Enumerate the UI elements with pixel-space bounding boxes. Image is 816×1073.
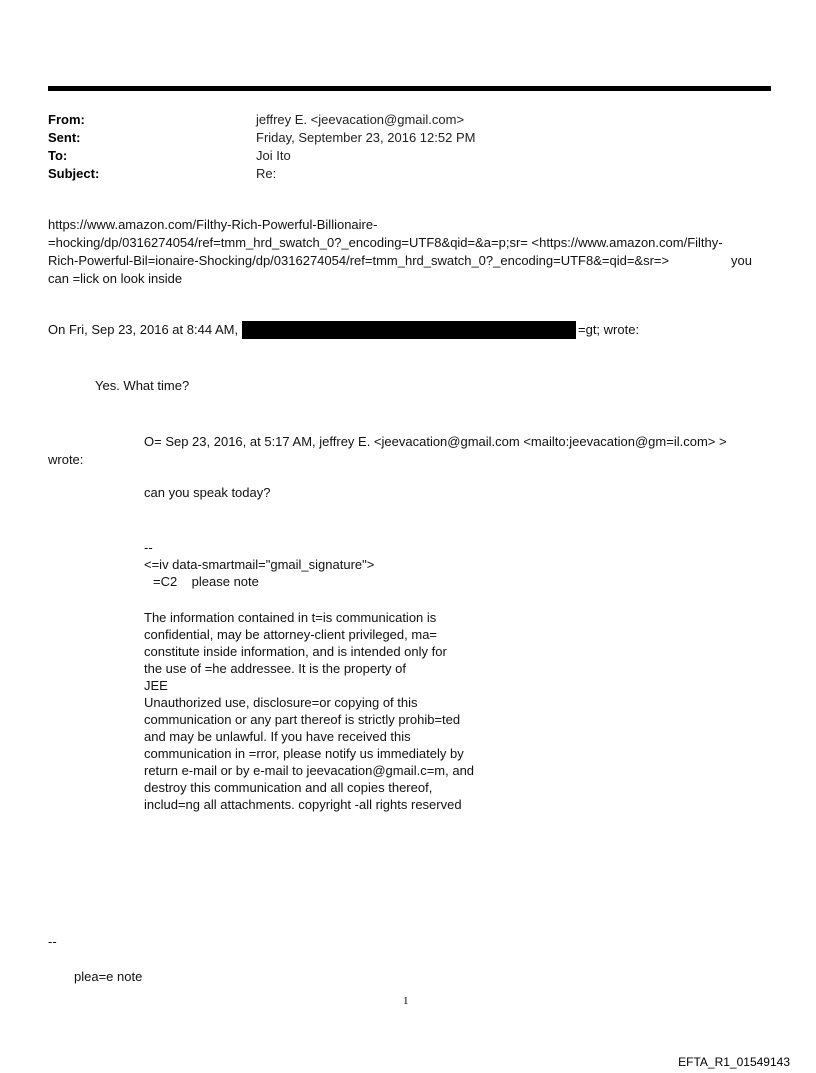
disclaimer-line: confidential, may be attorney-client privileged, ma= <box>144 627 438 642</box>
signature-dashes: -- <box>144 540 153 555</box>
on-date-suffix: =gt; wrote: <box>578 322 640 337</box>
to-label: To: <box>48 148 68 163</box>
header-rule <box>48 86 771 91</box>
disclaimer-line: return e-mail or by e-mail to jeevacation@gmail.c=m, and <box>144 763 475 778</box>
disclaimer-block <box>144 609 474 813</box>
sent-row <box>48 129 748 147</box>
disclaimer-line: JEE <box>144 678 168 693</box>
bates-number: EFTA_R1_01549143 <box>678 1055 790 1069</box>
to-value: Joi Ito <box>256 148 291 163</box>
subject-row <box>48 165 748 183</box>
sent-label: Sent: <box>48 130 81 145</box>
reply-text: Yes. What time? <box>95 378 190 393</box>
subject-value: Re: <box>256 166 277 181</box>
quote-text: can you speak today? <box>144 485 271 500</box>
signature-div-text: <=iv data-smartmail="gmail_signature"> <box>144 557 375 572</box>
link-line-3: Rich-Powerful-Bil=ionaire-Shocking/dp/0316274054/ref=tmm_hrd_swatch_0?_encoding=UTF8&=qid=&sr=> <box>48 253 670 268</box>
disclaimer-line: Unauthorized use, disclosure=or copying of this <box>144 695 418 710</box>
link-line-1: https://www.amazon.com/Filthy-Rich-Powerful-Billionaire- <box>48 217 378 232</box>
disclaimer-line: includ=ng all attachments. copyright -all rights reserved <box>144 797 462 812</box>
disclaimer-line: The information contained in t=is communication is <box>144 610 437 625</box>
from-row <box>48 111 748 129</box>
sent-value: Friday, September 23, 2016 12:52 PM <box>256 130 476 145</box>
bottom-note: plea=e note <box>74 969 143 984</box>
subject-label: Subject: <box>48 166 100 181</box>
quote-header: O= Sep 23, 2016, at 5:17 AM, jeffrey E. <jeevacation@gmail.com <mailto:jeevacation@gm=il.com> > <box>144 434 727 449</box>
link-line-4: can =lick on look inside <box>48 271 183 286</box>
disclaimer-line: communication in =rror, please notify us immediately by <box>144 746 464 761</box>
redaction-bar <box>242 321 576 339</box>
from-value: jeffrey E. <jeevacation@gmail.com> <box>256 112 465 127</box>
signature-note: =C2 please note <box>153 574 259 589</box>
disclaimer-line: and may be unlawful. If you have received this <box>144 729 411 744</box>
disclaimer-line: destroy this communication and all copies thereof, <box>144 780 433 795</box>
disclaimer-line: the use of =he addressee. It is the property of <box>144 661 406 676</box>
bottom-dashes: -- <box>48 934 57 949</box>
link-line-3-tail: you <box>731 253 752 268</box>
quote-wrote: wrote: <box>48 452 84 467</box>
email-header <box>48 111 748 183</box>
from-label: From: <box>48 112 85 127</box>
disclaimer-line: communication or any part thereof is strictly prohib=ted <box>144 712 461 727</box>
to-row <box>48 147 748 165</box>
page-number: 1 <box>403 995 409 1007</box>
link-line-2: =hocking/dp/0316274054/ref=tmm_hrd_swatch_0?_encoding=UTF8&qid=&a=p;sr= <https://www.amazon.com/Filthy- <box>48 235 723 250</box>
on-date-prefix: On Fri, Sep 23, 2016 at 8:44 AM, <box>48 322 239 337</box>
disclaimer-line: constitute inside information, and is intended only for <box>144 644 447 659</box>
